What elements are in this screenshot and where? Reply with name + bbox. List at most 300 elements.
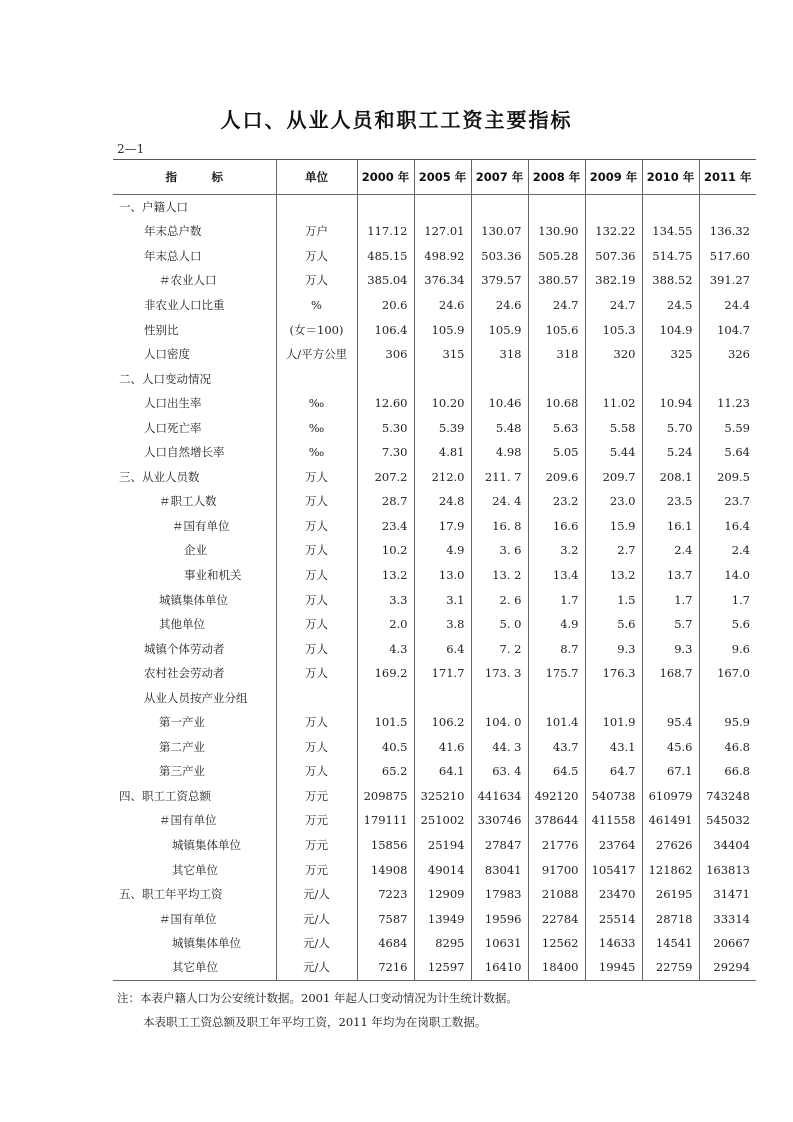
row-value: 209.6 — [528, 465, 585, 490]
row-unit: 万元 — [276, 808, 357, 833]
row-value: 9.3 — [642, 636, 699, 661]
table-row — [113, 710, 756, 735]
row-indicator: ＃国有单位 — [159, 911, 217, 926]
row-indicator: 农村社会劳动者 — [144, 666, 225, 681]
row-indicator: 城镇集体单位 — [172, 837, 241, 852]
row-value: 17983 — [471, 882, 528, 907]
row-value: 1.7 — [528, 587, 585, 612]
row-value: 14541 — [642, 931, 699, 956]
row-value: 10631 — [471, 931, 528, 956]
table-row — [113, 538, 756, 563]
row-value: 27626 — [642, 833, 699, 858]
row-value: 95.4 — [642, 710, 699, 735]
row-value: 41.6 — [414, 735, 471, 760]
row-value — [471, 195, 528, 220]
row-value: 95.9 — [699, 710, 756, 735]
row-value: 22759 — [642, 955, 699, 980]
row-value: 29294 — [699, 955, 756, 980]
row-value: 5. 0 — [471, 612, 528, 637]
row-unit: 万人 — [276, 514, 357, 539]
row-unit — [276, 685, 357, 710]
row-value: 25514 — [585, 906, 642, 931]
header-year: 2010 年 — [642, 160, 699, 195]
row-value: 7223 — [357, 882, 414, 907]
row-value: 326 — [699, 342, 756, 367]
row-value: 169.2 — [357, 661, 414, 686]
row-value: 13949 — [414, 906, 471, 931]
row-value: 514.75 — [642, 244, 699, 269]
row-unit — [276, 366, 357, 391]
row-value — [585, 685, 642, 710]
row-value: 4.98 — [471, 440, 528, 465]
row-indicator: 五、职工年平均工资 — [119, 887, 223, 902]
row-unit: 元/人 — [276, 955, 357, 980]
row-value: 391.27 — [699, 268, 756, 293]
row-value: 16.1 — [642, 514, 699, 539]
row-value: 24.6 — [471, 293, 528, 318]
row-value: 3.1 — [414, 587, 471, 612]
header-row — [113, 160, 756, 195]
row-value: 411558 — [585, 808, 642, 833]
row-value: 208.1 — [642, 465, 699, 490]
row-value: 13.4 — [528, 563, 585, 588]
row-value: 10.46 — [471, 391, 528, 416]
row-value: 23.4 — [357, 514, 414, 539]
header-year: 2008 年 — [528, 160, 585, 195]
row-value: 12597 — [414, 955, 471, 980]
row-indicator: 人口密度 — [144, 347, 190, 362]
row-value: 12.60 — [357, 391, 414, 416]
row-value: 105.3 — [585, 317, 642, 342]
row-value: 1.7 — [699, 587, 756, 612]
row-value: 31471 — [699, 882, 756, 907]
row-value: 2. 6 — [471, 587, 528, 612]
row-value: 5.7 — [642, 612, 699, 637]
row-value: 3. 6 — [471, 538, 528, 563]
row-value: 19596 — [471, 906, 528, 931]
row-value: 13.7 — [642, 563, 699, 588]
table-row — [113, 587, 756, 612]
row-value: 251002 — [414, 808, 471, 833]
table-row — [113, 465, 756, 490]
row-value — [699, 195, 756, 220]
row-value: 209875 — [357, 784, 414, 809]
row-value — [471, 685, 528, 710]
row-value: 23.2 — [528, 489, 585, 514]
row-unit: 万户 — [276, 219, 357, 244]
table-row — [113, 759, 756, 784]
row-value: 105417 — [585, 857, 642, 882]
row-value: 104. 0 — [471, 710, 528, 735]
row-indicator: 城镇集体单位 — [172, 936, 241, 951]
row-value: 2.0 — [357, 612, 414, 637]
row-value: 20667 — [699, 931, 756, 956]
row-value: 11.02 — [585, 391, 642, 416]
row-value: 7216 — [357, 955, 414, 980]
row-indicator: 人口出生率 — [144, 396, 202, 411]
row-value: 44. 3 — [471, 735, 528, 760]
header-indicator: 指 标 — [113, 160, 276, 195]
row-value: 7.30 — [357, 440, 414, 465]
row-value: 16.4 — [699, 514, 756, 539]
row-value: 24.7 — [585, 293, 642, 318]
row-value: 5.59 — [699, 415, 756, 440]
row-unit: 万人 — [276, 759, 357, 784]
row-value: 105.9 — [414, 317, 471, 342]
row-unit: 万元 — [276, 857, 357, 882]
row-value: 105.6 — [528, 317, 585, 342]
row-indicator: 其它单位 — [113, 955, 276, 980]
note-line-2: 本表职工工资总额及职工年平均工资，2011 年均为在岗职工数据。 — [143, 1015, 487, 1029]
header-year: 2005 年 — [414, 160, 471, 195]
row-value: 315 — [414, 342, 471, 367]
row-value: 12562 — [528, 931, 585, 956]
row-value: 91700 — [528, 857, 585, 882]
row-indicator: ＃农业人口 — [159, 273, 217, 288]
row-indicator: 年末总人口 — [144, 248, 202, 263]
row-value: 10.94 — [642, 391, 699, 416]
row-value — [528, 195, 585, 220]
row-value: 16.6 — [528, 514, 585, 539]
row-value: 24. 4 — [471, 489, 528, 514]
table-row — [113, 784, 756, 809]
row-value: 7. 2 — [471, 636, 528, 661]
row-indicator: 性别比 — [144, 322, 179, 337]
row-value: 5.44 — [585, 440, 642, 465]
row-unit: % — [276, 293, 357, 318]
row-value: 24.8 — [414, 489, 471, 514]
row-value: 136.32 — [699, 219, 756, 244]
row-value: 130.07 — [471, 219, 528, 244]
row-value: 134.55 — [642, 219, 699, 244]
table-row — [113, 636, 756, 661]
row-value: 5.48 — [471, 415, 528, 440]
row-unit: 万人 — [276, 735, 357, 760]
table-row — [113, 882, 756, 907]
row-value: 8295 — [414, 931, 471, 956]
row-value: 507.36 — [585, 244, 642, 269]
row-value: 64.1 — [414, 759, 471, 784]
row-value: 545032 — [699, 808, 756, 833]
row-value: 13.0 — [414, 563, 471, 588]
row-value — [414, 366, 471, 391]
row-unit — [276, 195, 357, 220]
table-row — [113, 612, 756, 637]
row-value: 5.39 — [414, 415, 471, 440]
row-value: 10.2 — [357, 538, 414, 563]
row-value: 106.2 — [414, 710, 471, 735]
row-value: 5.64 — [699, 440, 756, 465]
header-year: 2011 年 — [699, 160, 756, 195]
row-value: 15856 — [357, 833, 414, 858]
row-unit: 万元 — [276, 833, 357, 858]
row-value: 175.7 — [528, 661, 585, 686]
row-value: 83041 — [471, 857, 528, 882]
row-unit: 元/人 — [276, 931, 357, 956]
row-value: 27847 — [471, 833, 528, 858]
table-row — [113, 268, 756, 293]
row-value: 492120 — [528, 784, 585, 809]
row-value: 505.28 — [528, 244, 585, 269]
row-value: 65.2 — [357, 759, 414, 784]
row-indicator: ＃国有单位 — [159, 813, 217, 828]
row-indicator: 一、户籍人口 — [119, 200, 188, 215]
row-value: 306 — [357, 342, 414, 367]
row-unit: 万人 — [276, 710, 357, 735]
row-value: 106.4 — [357, 317, 414, 342]
row-indicator: ＃国有单位 — [172, 518, 230, 533]
row-indicator: 四、职工工资总额 — [119, 788, 211, 803]
row-value: 101.9 — [585, 710, 642, 735]
row-value: 101.5 — [357, 710, 414, 735]
row-value: 132.22 — [585, 219, 642, 244]
row-value: 23470 — [585, 882, 642, 907]
row-value — [642, 685, 699, 710]
row-value — [699, 366, 756, 391]
row-value: 18400 — [528, 955, 585, 980]
row-unit: 元/人 — [276, 906, 357, 931]
row-value: 2.4 — [642, 538, 699, 563]
table-row — [113, 685, 756, 710]
page-title: 人口、从业人员和职工工资主要指标 — [220, 108, 573, 132]
row-value: 22784 — [528, 906, 585, 931]
row-indicator: 非农业人口比重 — [144, 297, 225, 312]
row-unit: ‰ — [276, 415, 357, 440]
table-row — [113, 195, 756, 220]
row-unit: 元/人 — [276, 882, 357, 907]
row-value: 1.7 — [642, 587, 699, 612]
row-value — [642, 366, 699, 391]
row-value: 2.4 — [699, 538, 756, 563]
row-value: 67.1 — [642, 759, 699, 784]
row-value: 382.19 — [585, 268, 642, 293]
row-value: 461491 — [642, 808, 699, 833]
header-year: 2007 年 — [471, 160, 528, 195]
row-value: 45.6 — [642, 735, 699, 760]
row-value: 743248 — [699, 784, 756, 809]
row-value: 540738 — [585, 784, 642, 809]
row-value — [528, 685, 585, 710]
note-line-1: 注：本表户籍人口为公安统计数据。2001 年起人口变动情况为计生统计数据。 — [117, 991, 518, 1005]
row-value: 5.05 — [528, 440, 585, 465]
row-value: 318 — [528, 342, 585, 367]
row-indicator: 企业 — [184, 543, 207, 558]
table-row — [113, 293, 756, 318]
row-unit: ‰ — [276, 391, 357, 416]
row-value: 19945 — [585, 955, 642, 980]
row-unit: 万人 — [276, 612, 357, 637]
row-indicator: 第二产业 — [159, 739, 205, 754]
row-value: 23.5 — [642, 489, 699, 514]
row-value: 376.34 — [414, 268, 471, 293]
table-row — [113, 440, 756, 465]
row-value: 16410 — [471, 955, 528, 980]
table-row — [113, 489, 756, 514]
row-value: 49014 — [414, 857, 471, 882]
row-value: 127.01 — [414, 219, 471, 244]
row-value: 11.23 — [699, 391, 756, 416]
row-value: 8.7 — [528, 636, 585, 661]
row-indicator: 人口自然增长率 — [144, 445, 225, 460]
row-value: 176.3 — [585, 661, 642, 686]
row-value: 212.0 — [414, 465, 471, 490]
row-value: 21088 — [528, 882, 585, 907]
row-value: 104.9 — [642, 317, 699, 342]
row-value: 320 — [585, 342, 642, 367]
row-value — [357, 366, 414, 391]
row-value: 378644 — [528, 808, 585, 833]
row-unit: 人/平方公里 — [276, 342, 357, 367]
row-value — [585, 366, 642, 391]
row-value — [585, 195, 642, 220]
row-value: 40.5 — [357, 735, 414, 760]
row-value: 14633 — [585, 931, 642, 956]
row-value: 104.7 — [699, 317, 756, 342]
row-value: 5.24 — [642, 440, 699, 465]
row-value: 167.0 — [699, 661, 756, 686]
row-value: 24.4 — [699, 293, 756, 318]
table-row — [113, 415, 756, 440]
row-value: 16. 8 — [471, 514, 528, 539]
row-value: 179111 — [357, 808, 414, 833]
row-value: 5.63 — [528, 415, 585, 440]
row-value: 66.8 — [699, 759, 756, 784]
row-value: 517.60 — [699, 244, 756, 269]
table-body — [113, 195, 756, 981]
row-value: 4.81 — [414, 440, 471, 465]
row-value: 3.3 — [357, 587, 414, 612]
row-value: 25194 — [414, 833, 471, 858]
row-value: 3.8 — [414, 612, 471, 637]
row-value: 23.0 — [585, 489, 642, 514]
row-value: 33314 — [699, 906, 756, 931]
row-value: 23.7 — [699, 489, 756, 514]
row-value: 20.6 — [357, 293, 414, 318]
row-value: 388.52 — [642, 268, 699, 293]
indicators-table — [113, 159, 756, 981]
row-value: 101.4 — [528, 710, 585, 735]
row-value: 441634 — [471, 784, 528, 809]
row-value: 43.1 — [585, 735, 642, 760]
row-value: 26195 — [642, 882, 699, 907]
row-value: 7587 — [357, 906, 414, 931]
row-value: 24.5 — [642, 293, 699, 318]
row-value — [471, 366, 528, 391]
row-value: 211. 7 — [471, 465, 528, 490]
row-value: 5.6 — [699, 612, 756, 637]
row-unit: 万元 — [276, 784, 357, 809]
table-row — [113, 955, 756, 980]
row-value: 4.9 — [528, 612, 585, 637]
header-year: 2000 年 — [357, 160, 414, 195]
row-value: 13. 2 — [471, 563, 528, 588]
row-value: 330746 — [471, 808, 528, 833]
row-value — [357, 195, 414, 220]
table-row — [113, 391, 756, 416]
header-year: 2009 年 — [585, 160, 642, 195]
row-value: 5.70 — [642, 415, 699, 440]
row-indicator: 年末总户数 — [144, 224, 202, 239]
row-value — [528, 366, 585, 391]
header-unit: 单位 — [276, 160, 357, 195]
row-value: 325210 — [414, 784, 471, 809]
row-value: 43.7 — [528, 735, 585, 760]
row-indicator: 从业人员按产业分组 — [144, 690, 248, 705]
row-value: 173. 3 — [471, 661, 528, 686]
row-value: 1.5 — [585, 587, 642, 612]
row-value: 171.7 — [414, 661, 471, 686]
row-value — [414, 195, 471, 220]
table-row — [113, 342, 756, 367]
row-value — [699, 685, 756, 710]
row-value: 34404 — [699, 833, 756, 858]
row-indicator: ＃职工人数 — [159, 494, 217, 509]
row-unit: 万人 — [276, 661, 357, 686]
row-indicator: 二、人口变动情况 — [119, 371, 211, 386]
row-value: 207.2 — [357, 465, 414, 490]
row-value: 380.57 — [528, 268, 585, 293]
row-unit: ‰ — [276, 440, 357, 465]
row-unit: 万人 — [276, 244, 357, 269]
row-value: 21776 — [528, 833, 585, 858]
row-value: 105.9 — [471, 317, 528, 342]
row-indicator: 人口死亡率 — [144, 420, 202, 435]
row-value: 28718 — [642, 906, 699, 931]
table-row — [113, 317, 756, 342]
row-value: 63. 4 — [471, 759, 528, 784]
row-value: 13.2 — [585, 563, 642, 588]
table-row — [113, 244, 756, 269]
row-value: 5.58 — [585, 415, 642, 440]
row-unit: 万人 — [276, 636, 357, 661]
table-row — [113, 366, 756, 391]
row-value: 14.0 — [699, 563, 756, 588]
row-indicator: 其它单位 — [172, 862, 218, 877]
row-value: 610979 — [642, 784, 699, 809]
table-row — [113, 857, 756, 882]
row-indicator: 城镇集体单位 — [159, 592, 228, 607]
table-row — [113, 906, 756, 931]
row-unit: (女＝100) — [276, 317, 357, 342]
row-value: 13.2 — [357, 563, 414, 588]
row-indicator: 事业和机关 — [184, 567, 242, 582]
row-value: 28.7 — [357, 489, 414, 514]
row-unit: 万人 — [276, 465, 357, 490]
row-value: 9.6 — [699, 636, 756, 661]
row-unit: 万人 — [276, 587, 357, 612]
table-number: 2—1 — [117, 142, 145, 156]
row-value: 24.7 — [528, 293, 585, 318]
row-value: 121862 — [642, 857, 699, 882]
row-indicator: 第三产业 — [159, 764, 205, 779]
row-value: 14908 — [357, 857, 414, 882]
row-value: 15.9 — [585, 514, 642, 539]
table-row — [113, 833, 756, 858]
row-value: 168.7 — [642, 661, 699, 686]
row-unit: 万人 — [276, 268, 357, 293]
row-value: 209.7 — [585, 465, 642, 490]
row-value: 485.15 — [357, 244, 414, 269]
row-value: 130.90 — [528, 219, 585, 244]
row-value: 325 — [642, 342, 699, 367]
row-value: 4.9 — [414, 538, 471, 563]
table-row — [113, 219, 756, 244]
row-value — [414, 685, 471, 710]
row-indicator: 城镇个体劳动者 — [144, 641, 225, 656]
row-value: 64.5 — [528, 759, 585, 784]
row-unit: 万人 — [276, 538, 357, 563]
row-unit: 万人 — [276, 489, 357, 514]
